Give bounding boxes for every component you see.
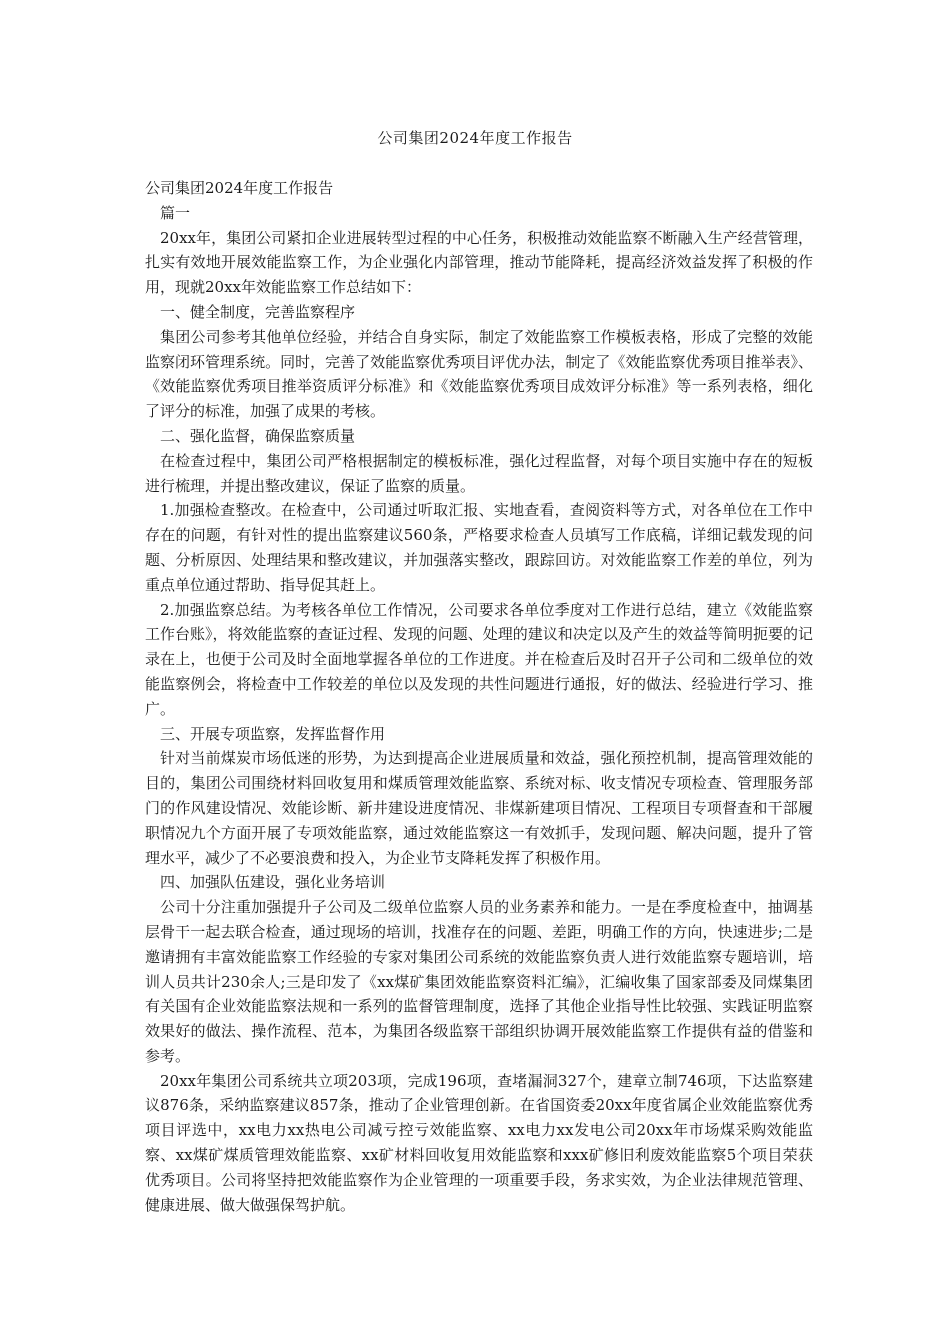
section-heading-4: 四、加强队伍建设，强化业务培训 <box>160 873 386 892</box>
paragraph-intro: 20xx年，集团公司紧扣企业进展转型过程的中心任务，积极推动效能监察不断融入生产经营管理，扎实有效地开展效能监察工作，为企业强化内部管理，推动节能降耗，提高经济效益发挥了积极的作用，现就20xx年效能监察工作总结如下： <box>145 228 813 297</box>
section-heading-1: 一、健全制度，完善监察程序 <box>160 302 356 321</box>
paragraph: 在检查过程中，集团公司严格根据制定的模板标准，强化过程监督，对每个项目实施中存在的短板进行梳理，并提出整改建议，保证了监察的质量。 <box>145 451 813 495</box>
part-label: 篇一 <box>160 203 191 222</box>
paragraph: 公司十分注重加强提升子公司及二级单位监察人员的业务素养和能力。一是在季度检查中，抽调基层骨干一起去联合检查，通过现场的培训，找准存在的问题、差距，明确工作的方向，快速进步;二是邀请拥有丰富效能监察工作经验的专家对集团公司系统的效能监察负责人进行效能监察专题培训，培训人员共计230余人;三是印发了《xx煤矿集团效能监察资料汇编》，汇编收集了国家部委及同煤集团有关国有企业效能监察法规和一系列的监督管理制度，选择了其他企业指导性比较强、实践证明监察效果好的做法、操作流程、范本，为集团各级监察干部组织协调开展效能监察工作提供有益的借鉴和参考。 <box>145 898 813 1065</box>
document-title: 公司集团2024年度工作报告 <box>377 129 573 147</box>
document-subtitle: 公司集团2024年度工作报告 <box>145 179 334 197</box>
paragraph-summary: 20xx年集团公司系统共立项203项，完成196项，查堵漏洞327个，建章立制746项，下达监察建议876条，采纳监察建议857条，推动了企业管理创新。在省国资委20xx年度省属企业效能监察优秀项目评选中，xx电力xx热电公司减亏控亏效能监察、xx电力xx发电公司20xx年市场煤采购效能监察、xx煤矿煤质管理效能监察、xx矿材料回收复用效能监察和xxx矿修旧利废效能监察5个项目荣获优秀项目。公司将坚持把效能监察作为企业管理的一项重要手段，务求实效，为企业法律规范管理、健康进展、做大做强保驾护航。 <box>145 1071 813 1214</box>
document-body <box>145 176 813 1217</box>
section-heading-2: 二、强化监督，确保监察质量 <box>160 426 356 445</box>
paragraph: 2.加强监察总结。为考核各单位工作情况，公司要求各单位季度对工作进行总结，建立《效能监察工作台账》，将效能监察的查证过程、发现的问题、处理的建议和决定以及产生的效益等简明扼要的记录在上，也便于公司及时全面地掌握各单位的工作进度。并在检查后及时召开子公司和二级单位的效能监察例会，将检查中工作较差的单位以及发现的共性问题进行通报，好的做法、经验进行学习、推广。 <box>145 600 813 718</box>
paragraph: 集团公司参考其他单位经验，并结合自身实际，制定了效能监察工作模板表格，形成了完整的效能监察闭环管理系统。同时，完善了效能监察优秀项目评优办法，制定了《效能监察优秀项目推举表》、《效能监察优秀项目推举资质评分标准》和《效能监察优秀项目成效评分标准》等一系列表格，细化了评分的标准，加强了成果的考核。 <box>145 327 813 421</box>
section-heading-3: 三、开展专项监察，发挥监督作用 <box>160 724 386 743</box>
paragraph: 针对当前煤炭市场低迷的形势，为达到提高企业进展质量和效益，强化预控机制，提高管理效能的目的，集团公司围绕材料回收复用和煤质管理效能监察、系统对标、收支情况专项检查、管理服务部门的作风建设情况、效能诊断、新井建设进度情况、非煤新建项目情况、工程项目专项督查和干部履职情况九个方面开展了专项效能监察，通过效能监察这一有效抓手，发现问题、解决问题，提升了管理水平，减少了不必要浪费和投入，为企业节支降耗发挥了积极作用。 <box>145 749 813 867</box>
paragraph: 1.加强检查整改。在检查中，公司通过听取汇报、实地查看，查阅资料等方式，对各单位在工作中存在的问题，有针对性的提出监察建议560条，严格要求检查人员填写工作底稿，详细记载发现的问题、分析原因、处理结果和整改建议，并加强落实整改，跟踪回访。对效能监察工作差的单位，列为重点单位通过帮助、指导促其赶上。 <box>145 501 813 594</box>
